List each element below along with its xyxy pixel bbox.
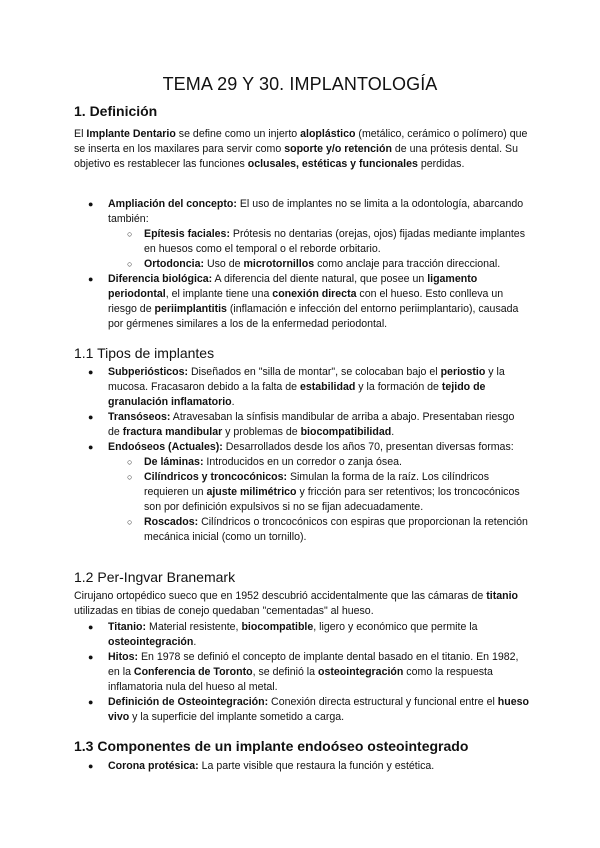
list-item: ● Ampliación del concepto: El uso de implantes no se limita a la odontología, abarcando también: ○ Epítesis faciales: Prótesis no dentarias (orejas, ojos) fijadas mediante implantes en huesos como el temporal o el reborde orbitario. ○ Ortodoncia: Uso de microtornillos como anclaje para tracción direccional. bbox=[74, 197, 529, 272]
bold-term: Corona protésica: bbox=[108, 760, 199, 772]
hollow-bullet-icon: ○ bbox=[127, 229, 133, 239]
document-title: TEMA 29 Y 30. IMPLANTOLOGÍA bbox=[162, 74, 438, 94]
bullet-icon: ● bbox=[88, 199, 94, 209]
bullet-icon: ● bbox=[88, 622, 94, 632]
bullet-icon: ● bbox=[88, 274, 94, 284]
bullet-list-tipos bbox=[74, 365, 529, 545]
bold-term: hueso vivo bbox=[108, 696, 529, 723]
bold-term: Implante Dentario bbox=[86, 128, 176, 140]
sub-list-item: ○ Roscados: Cilíndricos o troncocónicos con espiras que proporcionan la retención mecánica inicial (como un tornillo). bbox=[127, 516, 528, 543]
bold-term: Cilíndricos y troncocónicos: bbox=[144, 471, 288, 483]
bold-term: Subperiósticos: bbox=[108, 366, 189, 378]
bold-term: Ortodoncia: bbox=[144, 258, 205, 270]
bold-term: oclusales, estéticas y funcionales bbox=[247, 158, 418, 170]
bullet-icon: ● bbox=[88, 761, 94, 771]
sub-list bbox=[108, 455, 529, 545]
bold-term: Transóseos: bbox=[108, 411, 171, 423]
bold-term: ligamento periodontal bbox=[108, 273, 478, 300]
bullet-list-definicion bbox=[74, 197, 529, 332]
bold-term: titanio bbox=[486, 590, 519, 602]
bold-term: periimplantitis bbox=[154, 303, 227, 315]
bold-term: Epítesis faciales: bbox=[144, 228, 230, 240]
sub-list-item: ○ Cilíndricos y troncocónicos: Simulan la forma de la raíz. Los cilíndricos requieren un ajuste milimétrico y fricción para ser retentivos; los troncocónicos son por definición expulsivos si no se fijan adecuadamente. bbox=[127, 471, 520, 513]
bold-term: Roscados: bbox=[144, 516, 199, 528]
bold-term: tejido de granulación inflamatorio bbox=[108, 381, 486, 408]
sub-list-item: ○ De láminas: Introducidos en un corredor o zanja ósea. bbox=[127, 456, 402, 468]
bullet-icon: ● bbox=[88, 367, 94, 377]
bullet-icon: ● bbox=[88, 442, 94, 452]
sub-list-item: ○ Ortodoncia: Uso de microtornillos como anclaje para tracción direccional. bbox=[127, 258, 501, 270]
bullet-icon: ● bbox=[88, 652, 94, 662]
bullet-icon: ● bbox=[88, 412, 94, 422]
bold-term: osteointegración bbox=[318, 666, 404, 678]
bold-term: Endoóseos (Actuales): bbox=[108, 441, 223, 453]
hollow-bullet-icon: ○ bbox=[127, 457, 133, 467]
sub-list bbox=[108, 227, 529, 272]
section-intro-definicion: El Implante Dentario se define como un injerto aloplástico (metálico, cerámico o polímero) que se inserta en los maxilares para servir como soporte y/o retención de una prótesis dental. Su objetivo es restablecer las funciones oclusales, estéticas y funcionales perdidas. bbox=[74, 128, 528, 170]
section-intro-branemark: Cirujano ortopédico sueco que en 1952 descubrió accidentalmente que las cámaras de titanio utilizadas en tibias de conejo quedaban "cementadas" al hueso. bbox=[74, 590, 519, 617]
bold-term: aloplástico bbox=[300, 128, 356, 140]
bold-term: ajuste milimétrico bbox=[206, 486, 297, 498]
bold-term: Conferencia de Toronto bbox=[133, 666, 253, 678]
section-heading-tipos: 1.1 Tipos de implantes bbox=[74, 345, 215, 361]
bold-term: biocompatibilidad bbox=[300, 426, 392, 438]
bold-term: Definición de Osteointegración: bbox=[108, 696, 269, 708]
list-item: ● Transóseos: Atravesaban la sínfisis mandibular de arriba a abajo. Presentaban riesgo de fractura mandibular y problemas de biocompatibilidad. bbox=[88, 411, 515, 438]
bold-term: soporte y/o retención bbox=[284, 143, 392, 155]
bold-term: microtornillos bbox=[243, 258, 315, 270]
section-heading-branemark: 1.2 Per-Ingvar Branemark bbox=[74, 569, 236, 585]
hollow-bullet-icon: ○ bbox=[127, 259, 133, 269]
list-item: ● Titanio: Material resistente, biocompatible, ligero y económico que permite la osteointegración. bbox=[88, 621, 478, 648]
hollow-bullet-icon: ○ bbox=[127, 472, 133, 482]
hollow-bullet-icon: ○ bbox=[127, 517, 133, 527]
list-item: ● Subperiósticos: Diseñados en "silla de montar", se colocaban bajo el periostio y la mucosa. Fracasaron debido a la falta de estabilidad y la formación de tejido de granulación inflamatorio. bbox=[88, 366, 505, 408]
list-item: ● Definición de Osteointegración: Conexión directa estructural y funcional entre el hueso vivo y la superficie del implante sometido a carga. bbox=[88, 696, 529, 723]
bullet-list-branemark bbox=[74, 620, 529, 725]
list-item: ● Corona protésica: La parte visible que restaura la función y estética. bbox=[88, 760, 435, 772]
bold-term: fractura mandibular bbox=[122, 426, 223, 438]
bold-term: conexión directa bbox=[272, 288, 357, 300]
section-heading-definicion: 1. Definición bbox=[74, 103, 158, 119]
bullet-icon: ● bbox=[88, 697, 94, 707]
bold-term: Hitos: bbox=[108, 651, 139, 663]
bold-term: Diferencia biológica: bbox=[108, 273, 213, 285]
list-item: ● Hitos: En 1978 se definió el concepto de implante dental basado en el titanio. En 1982, en la Conferencia de Toronto, se definió la osteointegración como la respuesta inflamatoria nula del hueso al metal. bbox=[88, 651, 519, 693]
bold-term: periostio bbox=[440, 366, 486, 378]
sub-list-item: ○ Epítesis faciales: Prótesis no dentarias (orejas, ojos) fijadas mediante implantes en huesos como el temporal o el reborde orbitario. bbox=[127, 228, 525, 255]
bold-term: Titanio: bbox=[108, 621, 147, 633]
bold-term: osteointegración bbox=[108, 636, 194, 648]
list-item: ● Diferencia biológica: A diferencia del diente natural, que posee un ligamento periodontal, el implante tiene una conexión directa con el hueso. Esto conlleva un riesgo de periimplantitis (inflamación e infección del entorno periimplantario), causada por gérmenes similares a los de la enfermedad periodontal. bbox=[88, 273, 519, 330]
bold-term: Ampliación del concepto: bbox=[108, 198, 237, 210]
bold-term: De láminas: bbox=[144, 456, 204, 468]
bold-term: biocompatible bbox=[241, 621, 314, 633]
list-item: ● Endoóseos (Actuales): Desarrollados desde los años 70, presentan diversas formas: ○ De láminas: Introducidos en un corredor o zanja ósea. ○ Cilíndricos y troncocónicos: Simulan la forma de la raíz. Los cilíndricos requieren un ajuste milimétrico y fricción para ser retentivos; los troncocónicos son por definición expulsivos si no se fijan adecuadamente. ○ Roscados: Cilíndricos o troncocónicos con espiras que proporcionan la retención mecánica inicial (como un tornillo). bbox=[88, 441, 528, 543]
bullet-list-componentes bbox=[74, 759, 529, 774]
section-heading-componentes: 1.3 Componentes de un implante endoóseo osteointegrado bbox=[74, 738, 469, 754]
bold-term: estabilidad bbox=[299, 381, 356, 393]
